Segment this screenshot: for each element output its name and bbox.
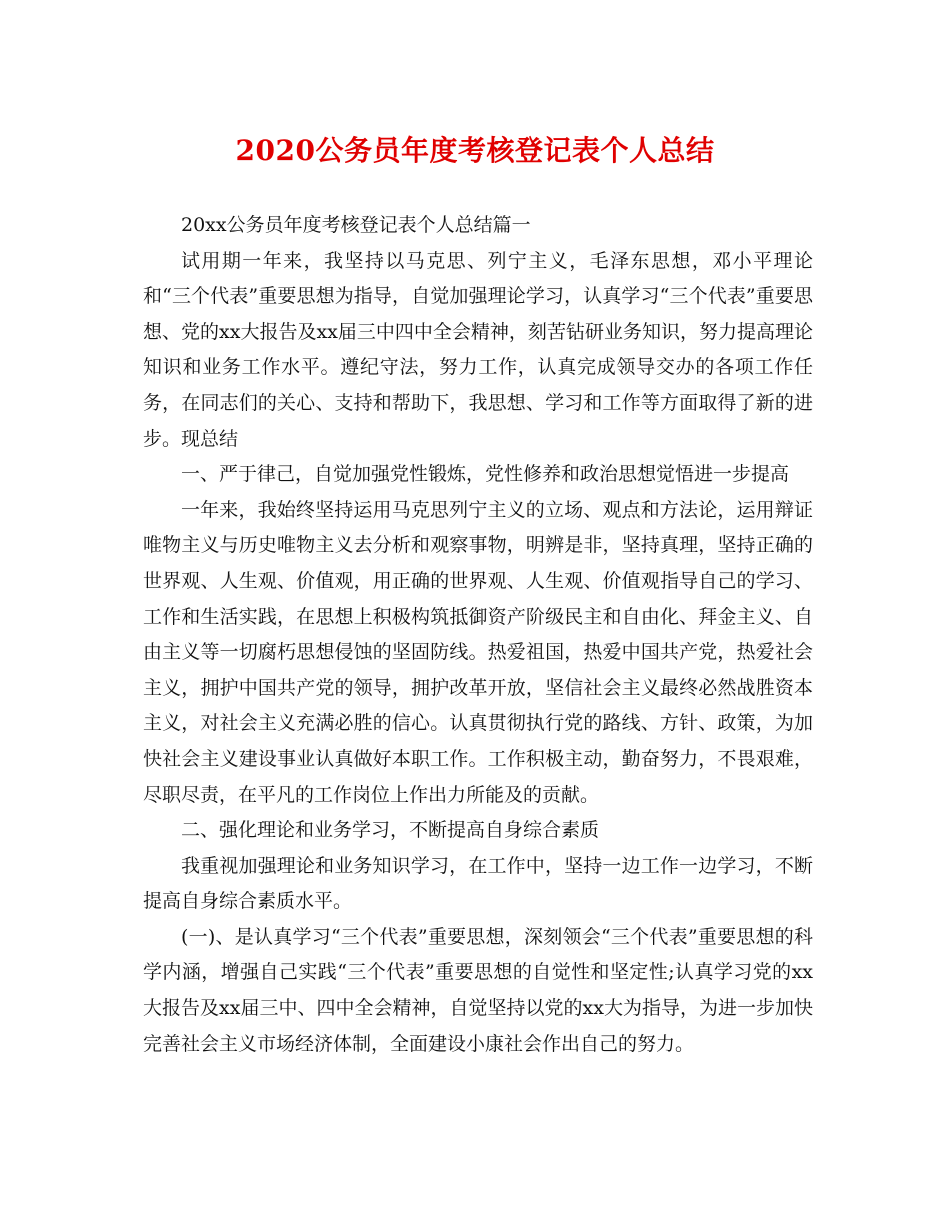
paragraph: 一年来，我始终坚持运用马克思列宁主义的立场、观点和方法论，运用辩证唯物主义与历史唯物主义去分析和观察事物，明辨是非，坚持真理，坚持正确的世界观、人生观、价值观，用正确的世界观、人生观、价值观指导自己的学习、工作和生活实践，在思想上积极构筑抵御资产阶级民主和自由化、拜金主义、自由主义等一切腐朽思想侵蚀的坚固防线。热爱祖国，热爱中国共产党，热爱社会主义，拥护中国共产党的领导，拥护改革开放，坚信社会主义最终必然战胜资本主义，对社会主义充满必胜的信心。认真贯彻执行党的路线、方针、政策，为加快社会主义建设事业认真做好本职工作。工作积极主动，勤奋努力，不畏艰难，尽职尽责，在平凡的工作岗位上作出力所能及的贡献。 [143, 498, 813, 806]
paragraph: 试用期一年来，我坚持以马克思、列宁主义，毛泽东思想，邓小平理论和“三个代表”重要思想为指导，自觉加强理论学习，认真学习“三个代表”重要思想、党的xx大报告及xx届三中四中全会精神，刻苦钻研业务知识，努力提高理论知识和业务工作水平。遵纪守法，努力工作，认真完成领导交办的各项工作任务，在同志们的关心、支持和帮助下，我思想、学习和工作等方面取得了新的进步。现总结 [143, 249, 813, 450]
document-body [143, 208, 813, 1062]
subheading: 二、强化理论和业务学习，不断提高自身综合素质 [181, 819, 600, 842]
paragraph: (一)、是认真学习“三个代表”重要思想，深刻领会“三个代表”重要思想的科学内涵，增强自己实践“三个代表”重要思想的自觉性和坚定性;认真学习党的xx大报告及xx届三中、四中全会精神，自觉坚持以党的xx大为指导，为进一步加快完善社会主义市场经济体制，全面建设小康社会作出自己的努力。 [143, 925, 813, 1055]
document-title: 2020公务员年度考核登记表个人总结 [235, 134, 715, 167]
section-heading: 20xx公务员年度考核登记表个人总结篇一 [181, 214, 531, 236]
subheading: 一、严于律己，自觉加强党性锻炼，党性修养和政治思想觉悟进一步提高 [181, 463, 790, 486]
paragraph: 我重视加强理论和业务知识学习，在工作中，坚持一边工作一边学习，不断提高自身综合素质水平。 [143, 854, 813, 913]
